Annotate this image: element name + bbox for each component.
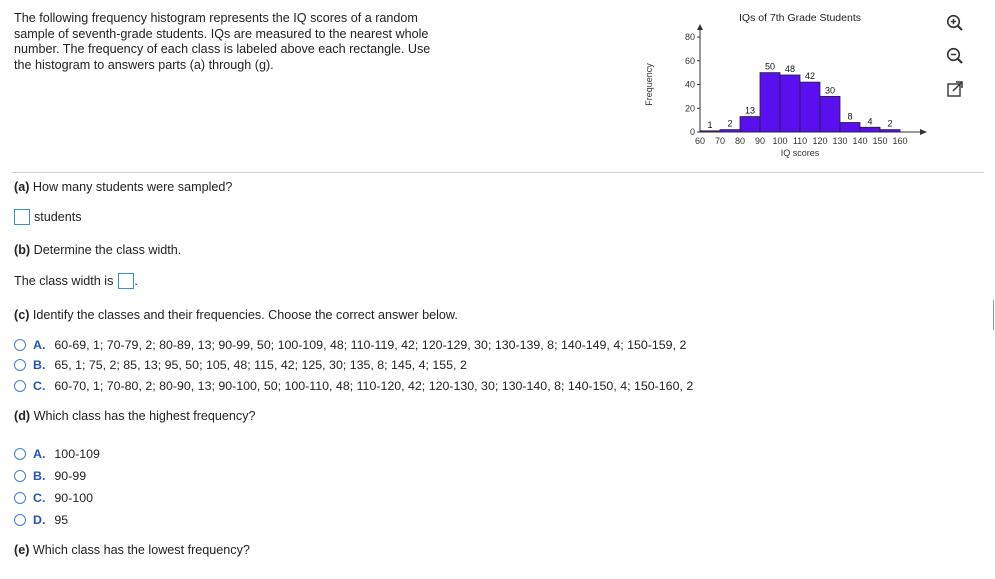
bar-value-label: 2 [887,118,893,129]
histogram-bar [780,75,800,132]
bar-value-label: 48 [784,64,796,74]
x-tick-label: 100 [772,136,788,146]
problem-intro [14,11,454,73]
chart-title: IQs of 7th Grade Students [739,12,861,24]
histogram-bar [760,73,780,132]
option-letter: A. [33,338,46,352]
bar-value-label: 13 [744,105,756,116]
bar-value-label: 4 [867,116,873,127]
question-label: (e) [14,543,30,557]
option-d-c[interactable] [14,491,93,505]
answer-prefix: The class width is [14,274,114,288]
answer-suffix: students [34,210,82,224]
option-letter: B. [33,469,46,483]
histogram-bar [880,130,900,132]
intro-line: The following frequency histogram represents the IQ scores of a random [14,11,418,25]
x-tick-label: 140 [852,136,868,146]
x-tick-label: 70 [714,136,726,146]
radio-button[interactable] [14,470,26,482]
question-label: (a) [14,180,30,194]
histogram-svg [640,10,930,168]
radio-button[interactable] [14,514,26,526]
x-axis-arrow [920,129,927,135]
histogram-bar [840,123,860,133]
y-tick-label: 80 [684,32,695,42]
histogram-bar [820,96,840,132]
intro-line: sample of seventh-grade students. IQs are measured to the nearest whole [14,26,429,41]
zoom-in-button[interactable] [944,12,966,34]
y-tick-label: 0 [689,127,695,137]
option-text: 90-99 [54,469,87,483]
x-tick-label: 150 [872,136,888,146]
x-tick-label: 120 [812,136,828,146]
y-tick-label: 20 [684,103,695,114]
bar-value-label: 2 [727,118,733,129]
question-a [14,180,232,194]
answer-suffix: . [134,274,138,288]
x-tick-label: 80 [734,136,746,146]
y-tick-label: 40 [684,79,695,90]
y-tick-label: 60 [684,55,695,66]
option-d-a[interactable] [14,447,100,461]
question-label: (d) [14,409,31,423]
bar-value-label: 50 [764,61,776,72]
students-answer-input[interactable] [14,209,30,225]
histogram-bar [700,131,720,132]
popout-icon [946,80,964,98]
option-text: 65, 1; 75, 2; 85, 13; 95, 50; 105, 48; 115, 42; 125, 30; 135, 8; 145, 4; 155, 2 [54,358,467,372]
option-c-a[interactable] [14,338,686,352]
y-axis-arrow [697,24,703,30]
scroll-edge [993,300,994,330]
option-text: 60-69, 1; 70-79, 2; 80-89, 13; 90-99, 50; 100-109, 48; 110-119, 42; 120-129, 30; 130-139, 8; 140-149, 4; 150-159, 2 [54,338,687,352]
section-divider [12,172,984,173]
option-d-b[interactable] [14,469,86,483]
x-axis-label: IQ scores [780,148,820,158]
zoom-out-button[interactable] [944,45,966,67]
option-letter: C. [33,379,46,393]
x-tick-label: 60 [694,136,706,146]
bar-value-label: 42 [804,71,816,82]
zoom-in-icon [946,14,964,32]
question-label: (b) [14,243,31,257]
histogram-bar [720,130,740,132]
image-tools [944,12,970,111]
radio-button[interactable] [14,339,26,351]
question-c [14,308,458,322]
option-c-b[interactable] [14,358,467,372]
option-d-d[interactable] [14,513,68,527]
radio-button[interactable] [14,492,26,504]
class-width-input[interactable] [118,273,134,289]
radio-button[interactable] [14,448,26,460]
y-axis-label: Frequency [644,63,654,106]
option-text: 95 [54,513,69,527]
radio-button[interactable] [14,359,26,371]
bar-value-label: 30 [824,85,836,96]
bar-value-label: 1 [707,119,713,130]
question-label: (c) [14,308,30,322]
question-text: Determine the class width. [33,243,182,257]
x-tick-label: 130 [832,136,848,146]
question-d [14,409,256,423]
x-tick-label: 110 [792,136,808,146]
option-letter: D. [33,513,46,527]
option-c-c[interactable] [14,379,693,393]
x-tick-label: 90 [754,136,766,146]
histogram-chart [640,10,930,168]
question-b [14,243,181,257]
histogram-bar [860,127,880,132]
question-text: Which class has the highest frequency? [33,409,256,423]
option-text: 60-70, 1; 70-80, 2; 80-90, 13; 90-100, 50; 100-110, 48; 110-120, 42; 120-130, 30; 130-140, 8; 140-150, 4; 150-160, 2 [54,379,694,393]
answer-b-row [14,273,138,289]
intro-line: number. The frequency of each class is labeled above each rectangle. Use [14,42,431,57]
x-tick-label: 160 [892,136,908,146]
question-text: How many students were sampled? [32,180,233,194]
intro-line: the histogram to answers parts (a) through (g). [14,57,274,72]
question-text: Identify the classes and their frequencies. Choose the correct answer below. [32,308,458,322]
popout-button[interactable] [944,78,966,100]
question-text: Which class has the lowest frequency? [32,543,250,557]
option-letter: C. [33,491,46,505]
option-text: 100-109 [54,447,100,461]
option-letter: B. [33,358,46,372]
histogram-bar [740,117,760,132]
zoom-out-icon [946,47,964,65]
option-letter: A. [33,447,46,461]
question-e [14,543,250,557]
option-text: 90-100 [54,491,93,505]
answer-a-row [14,209,82,225]
radio-button[interactable] [14,380,26,392]
histogram-bar [800,82,820,132]
bar-value-label: 8 [847,111,853,122]
